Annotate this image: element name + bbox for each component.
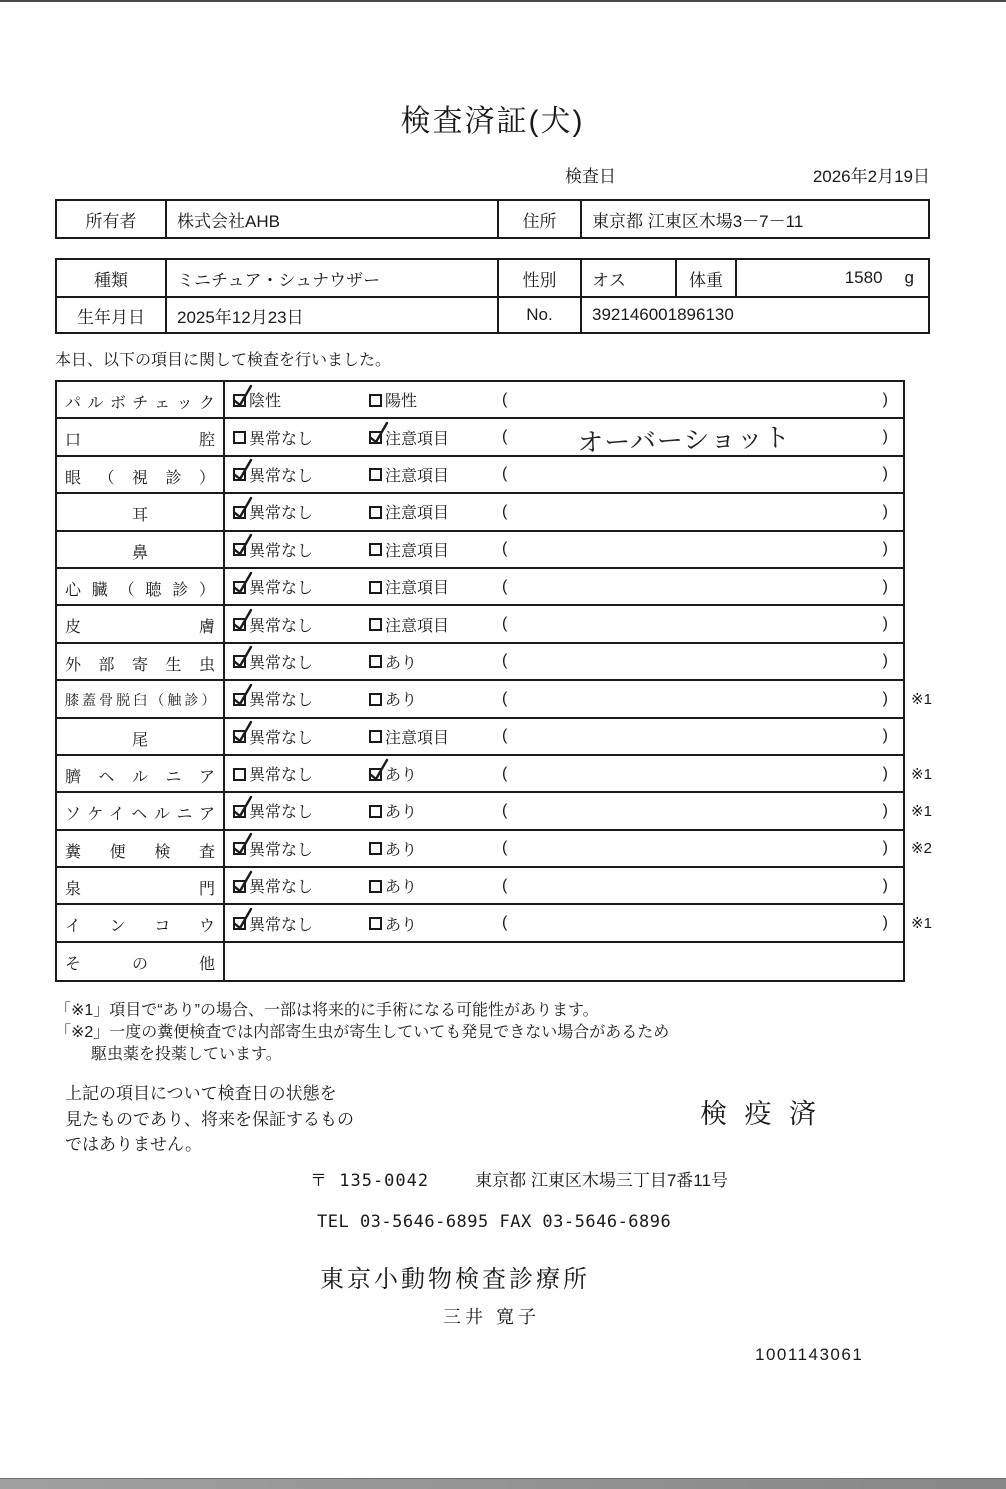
close-paren: ) — [882, 652, 888, 670]
checkbox-checked-icon — [233, 655, 246, 668]
checklist-row — [57, 382, 903, 419]
option-label: 異常なし — [249, 767, 314, 785]
option-label: 注意項目 — [385, 617, 450, 635]
owner-label: 所有者 — [85, 211, 137, 231]
inspection-date-line — [55, 162, 930, 186]
open-paren: ( — [502, 652, 508, 670]
checklist-row-remarks — [490, 793, 903, 828]
option-label: あり — [385, 879, 418, 897]
weight-value: 1580 — [844, 268, 883, 287]
veterinarian-name: 三井 寛子 — [443, 1306, 541, 1327]
close-paren: ) — [882, 727, 888, 745]
option-label: 注意項目 — [385, 580, 450, 598]
open-paren: ( — [502, 390, 508, 408]
checklist-option — [365, 719, 490, 754]
option-label: 注意項目 — [385, 430, 450, 448]
checklist-row — [57, 868, 903, 905]
checklist-option — [365, 793, 490, 828]
intro-text: 本日、以下の項目に関して検査を行いました。 — [55, 352, 392, 369]
checklist-row-label: インコウ — [57, 905, 225, 940]
checklist-row — [57, 606, 903, 643]
checkbox-checked-icon — [233, 543, 246, 556]
option-label: 異常なし — [249, 580, 314, 598]
checklist-row-remarks — [490, 569, 903, 604]
sex-value: オス — [580, 260, 675, 296]
open-paren: ( — [502, 727, 508, 745]
checklist-row-label: 耳 — [57, 494, 225, 529]
checkbox-icon — [369, 581, 382, 594]
checklist-row — [57, 419, 903, 459]
scan-edge-top — [0, 0, 1006, 2]
checklist-table — [55, 380, 932, 982]
checklist-option — [365, 756, 490, 791]
footnote-ref-mark: ※1 — [911, 690, 932, 708]
checkbox-icon — [369, 805, 382, 818]
checklist-row-label: 泉門 — [57, 868, 225, 903]
open-paren: ( — [502, 764, 508, 782]
checklist-row-label: 心臓（聴診） — [57, 569, 225, 604]
checklist-row-remarks — [490, 681, 903, 716]
checklist-option — [225, 719, 365, 754]
checklist-option — [365, 494, 490, 529]
checklist-row-label: その他 — [57, 943, 225, 980]
checklist-row-label: ソケイヘルニア — [57, 793, 225, 828]
checklist-row-remarks — [490, 756, 903, 791]
checklist-row-label: 皮膚 — [57, 606, 225, 641]
postal-code: 〒 135-0042 — [310, 1170, 430, 1191]
checkbox-icon — [369, 730, 382, 743]
checklist-row-remarks — [490, 606, 903, 641]
disclaimer-line-3: ではありません。 — [65, 1135, 203, 1155]
id-number-label: No. — [497, 298, 580, 332]
checkbox-icon — [233, 768, 246, 781]
address-value: 東京都 江東区木場3－7－11 — [580, 201, 928, 237]
option-label: 異常なし — [249, 692, 314, 710]
breed-label: 種類 — [94, 270, 128, 290]
checkbox-icon — [369, 880, 382, 893]
close-paren: ) — [882, 502, 888, 520]
checklist-row — [57, 756, 932, 793]
checklist-option — [365, 831, 490, 866]
checklist-row — [57, 644, 903, 681]
option-label: 異常なし — [249, 654, 314, 672]
checklist-row-label: 鼻 — [57, 532, 225, 567]
checkbox-icon — [369, 468, 382, 481]
inspection-date-label: 検査日 — [565, 167, 616, 186]
breed-value: ミニチュア・シュナウザー — [165, 260, 497, 296]
close-paren: ) — [882, 428, 888, 446]
page-title: 検査済証(犬) — [400, 105, 585, 138]
checklist-row-remarks — [490, 905, 903, 940]
close-paren: ) — [882, 689, 888, 707]
inspection-date-value: 2026年2月19日 — [812, 167, 930, 186]
clinic-name: 東京小動物検査診療所 — [320, 1265, 590, 1293]
checkbox-checked-icon — [233, 880, 246, 893]
open-paren: ( — [502, 577, 508, 595]
checkbox-icon — [369, 917, 382, 930]
checklist-option — [225, 793, 365, 828]
option-label: 異常なし — [249, 916, 314, 934]
option-label: 異常なし — [249, 617, 314, 635]
checklist-option — [225, 756, 365, 791]
option-label: 注意項目 — [385, 505, 450, 523]
checkbox-icon — [369, 543, 382, 556]
checklist-row — [57, 793, 932, 830]
checklist-row — [57, 569, 903, 606]
checklist-option — [225, 419, 365, 454]
checklist-row — [57, 943, 903, 980]
tel-fax-line: TEL 03-5646-6895 FAX 03-5646-6896 — [317, 1211, 672, 1232]
footnote-1: 「※1」項目で“あり”の場合、一部は将来的に手術になる可能性があります。 — [55, 1002, 599, 1020]
checklist-option — [225, 868, 365, 903]
open-paren: ( — [502, 876, 508, 894]
close-paren: ) — [882, 540, 888, 558]
checkbox-icon — [369, 693, 382, 706]
weight-label: 体重 — [675, 260, 735, 296]
close-paren: ) — [882, 839, 888, 857]
checklist-row-label: 糞便検査 — [57, 831, 225, 866]
option-label: 異常なし — [249, 729, 314, 747]
disclaimer-line-1: 上記の項目について検査日の状態を — [65, 1084, 337, 1104]
open-paren: ( — [502, 502, 508, 520]
checkbox-icon — [369, 842, 382, 855]
option-label: 異常なし — [249, 467, 314, 485]
footnote-2-cont: 駆虫薬を投薬しています。 — [91, 1046, 282, 1064]
open-paren: ( — [502, 689, 508, 707]
checklist-option — [225, 569, 365, 604]
checklist-row-label: 外部寄生虫 — [57, 644, 225, 679]
checklist-row-remarks — [490, 719, 903, 754]
option-label: 注意項目 — [385, 729, 450, 747]
option-label: 陰性 — [249, 393, 282, 411]
checklist-row-label: 臍ヘルニア — [57, 756, 225, 791]
option-label: 異常なし — [249, 879, 314, 897]
checkbox-icon — [369, 394, 382, 407]
checklist-row-empty-cell — [225, 943, 903, 980]
checklist-option — [365, 606, 490, 641]
checkbox-checked-icon — [233, 618, 246, 631]
checkbox-icon — [233, 431, 246, 444]
handwritten-remark: オーバーショット — [576, 422, 792, 459]
checklist-row-remarks — [490, 494, 903, 529]
checkbox-icon — [369, 618, 382, 631]
checklist-row-label: 尾 — [57, 719, 225, 754]
birthdate-value: 2025年12月23日 — [165, 298, 497, 332]
close-paren: ) — [882, 465, 888, 483]
checklist-option — [225, 831, 365, 866]
footnote-2: 「※2」一度の糞便検査では内部寄生虫が寄生していても発見できない場合があるため — [55, 1024, 670, 1042]
checklist-option — [225, 457, 365, 492]
open-paren: ( — [502, 914, 508, 932]
serial-number: 1001143061 — [755, 1344, 864, 1364]
footnotes — [55, 1000, 930, 1066]
checklist-row-remarks — [490, 382, 903, 417]
clinic-street-address: 東京都 江東区木場三丁目7番11号 — [475, 1170, 728, 1190]
checklist-row — [57, 494, 903, 531]
checklist-row — [57, 719, 903, 756]
checklist-row — [57, 831, 932, 868]
open-paren: ( — [502, 465, 508, 483]
checklist-row — [57, 457, 903, 494]
option-label: あり — [385, 767, 418, 785]
option-label: 注意項目 — [385, 467, 450, 485]
pet-info-table — [55, 258, 930, 334]
option-label: あり — [385, 654, 418, 672]
checklist-option — [365, 532, 490, 567]
option-label: 異常なし — [249, 841, 314, 859]
checklist-row-remarks — [490, 644, 903, 679]
checklist-option — [365, 419, 490, 454]
option-label: 注意項目 — [385, 542, 450, 560]
checklist-option — [225, 681, 365, 716]
open-paren: ( — [502, 839, 508, 857]
sex-label: 性別 — [497, 260, 580, 296]
checklist-option — [365, 569, 490, 604]
checkbox-checked-icon — [233, 581, 246, 594]
checkbox-icon — [369, 655, 382, 668]
checkbox-checked-icon — [233, 730, 246, 743]
checklist-row-remarks — [490, 532, 903, 567]
checklist-option — [365, 457, 490, 492]
open-paren: ( — [502, 540, 508, 558]
checklist-row — [57, 681, 932, 718]
close-paren: ) — [882, 577, 888, 595]
weight-cell — [735, 260, 928, 296]
footnote-ref-mark: ※1 — [911, 802, 932, 820]
checklist-option — [225, 905, 365, 940]
checklist-row-label: 口腔 — [57, 419, 225, 454]
owner-info-table — [55, 199, 930, 239]
checkbox-checked-icon — [369, 768, 382, 781]
disclaimer-line-2: 見たものであり、将来を保証するもの — [65, 1109, 354, 1129]
footnote-ref-mark: ※1 — [911, 915, 932, 933]
checklist-option — [225, 644, 365, 679]
checklist-row-remarks — [490, 457, 903, 492]
weight-unit: g — [904, 268, 914, 287]
checklist-row-remarks — [490, 868, 903, 903]
quarantine-stamp: 検 疫 済 — [700, 1099, 822, 1129]
footnote-ref-mark: ※1 — [911, 765, 932, 783]
close-paren: ) — [882, 764, 888, 782]
checklist-row — [57, 905, 932, 942]
checkbox-icon — [369, 506, 382, 519]
option-label: 陽性 — [385, 393, 418, 411]
open-paren: ( — [502, 428, 508, 446]
checklist-option — [365, 644, 490, 679]
checkbox-checked-icon — [233, 693, 246, 706]
open-paren: ( — [502, 615, 508, 633]
birthdate-label: 生年月日 — [77, 307, 145, 327]
checkbox-checked-icon — [233, 917, 246, 930]
option-label: 異常なし — [249, 542, 314, 560]
open-paren: ( — [502, 801, 508, 819]
checkbox-checked-icon — [233, 805, 246, 818]
checklist-option — [365, 905, 490, 940]
option-label: あり — [385, 841, 418, 859]
clinic-address-line — [310, 1166, 930, 1191]
option-label: 異常なし — [249, 505, 314, 523]
checklist-option — [365, 868, 490, 903]
checklist-row-label: パルボチェック — [57, 382, 225, 417]
checklist-option — [365, 382, 490, 417]
option-label: 異常なし — [249, 804, 314, 822]
option-label: 異常なし — [249, 430, 314, 448]
checklist-option — [225, 532, 365, 567]
footnote-ref-mark: ※2 — [911, 840, 932, 858]
checkbox-checked-icon — [233, 506, 246, 519]
scan-edge-bottom — [0, 1478, 1006, 1489]
address-label: 住所 — [497, 201, 580, 237]
checklist-option — [225, 494, 365, 529]
option-label: あり — [385, 916, 418, 934]
checklist-row-remarks — [490, 831, 903, 866]
id-number-value: 392146001896130 — [580, 298, 928, 332]
option-label: あり — [385, 692, 418, 710]
checkbox-checked-icon — [233, 468, 246, 481]
checklist-option — [225, 382, 365, 417]
close-paren: ) — [882, 615, 888, 633]
checklist-row-remarks — [490, 419, 903, 459]
close-paren: ) — [882, 390, 888, 408]
owner-value: 株式会社AHB — [165, 201, 497, 237]
checkbox-checked-icon — [369, 431, 382, 444]
checkbox-checked-icon — [233, 842, 246, 855]
close-paren: ) — [882, 876, 888, 894]
checkbox-checked-icon — [233, 394, 246, 407]
checklist-row — [57, 532, 903, 569]
checklist-row-label: 眼（視診） — [57, 457, 225, 492]
checklist-option — [225, 606, 365, 641]
checklist-option — [365, 681, 490, 716]
option-label: あり — [385, 804, 418, 822]
checklist-row-label: 膝蓋骨脱臼（触診） — [57, 681, 225, 716]
close-paren: ) — [882, 801, 888, 819]
close-paren: ) — [882, 914, 888, 932]
